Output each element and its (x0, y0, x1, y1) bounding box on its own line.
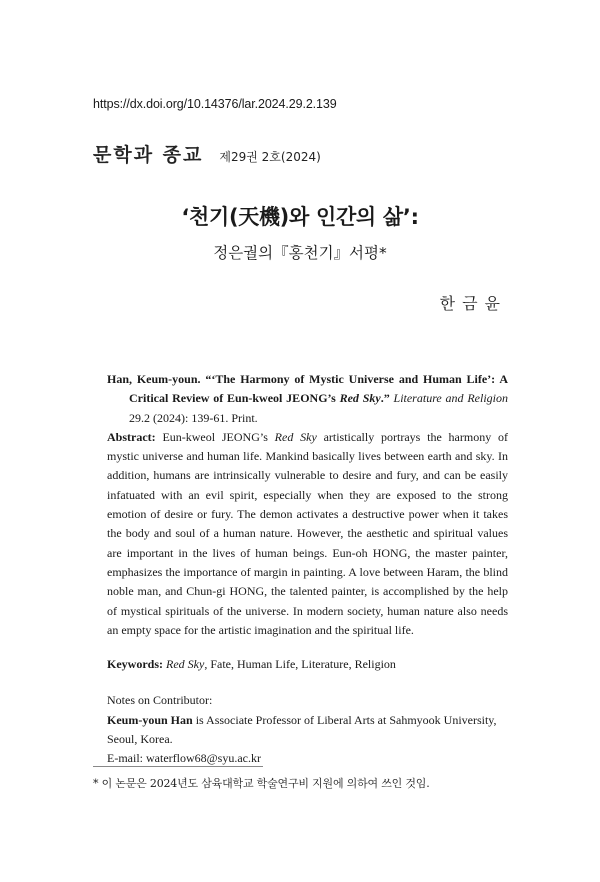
abstract-text-b: artistically portrays the harmony of mystic universe and human life. Mankind basically lives between earth and sky. In addition, humans are intrinsically vulnerable to desire and fury, and can be easily infatuated with an evil spirit, especially when they are exposed to the strong emotion of desire or fury. The demon activates a destructive power when it takes the body and soul of a human nature. However, the aesthetic and spiritual values are important in the lives of human beings. Eun-oh HONG, the master painter, emphasizes the importance of margin in painting. A love between Haram, the blind noble man, and Chun-gi HONG, the talented painter, is accomplished by the help of mystical spirituals of the universe. In modern society, human nature also needs an empty space for the artistic imagination and the spiritual life. (107, 429, 508, 637)
article-subtitle: 정은궐의『홍천기』서평* (213, 244, 387, 262)
footnote: * 이 논문은 2024년도 삼육대학교 학술연구비 지원에 의하여 쓰인 것임. (93, 777, 430, 790)
abstract-italic: Red Sky (274, 429, 317, 444)
keywords-label: Keywords: (107, 657, 163, 672)
journal-logo: 문학과 종교 (93, 144, 204, 166)
contributor-affiliation: is Associate Professor of Liberal Arts at Sahmyook University, Seoul, Korea. (107, 712, 497, 747)
citation-journal: Literature and Religion (393, 391, 509, 406)
contributor-notes (107, 691, 508, 768)
keywords-rest: , Fate, Human Life, Literature, Religion (204, 657, 396, 672)
citation-title-text: “‘The Harmony of Mystic Universe and Human Life’: A Critical Review of Eun-kweol JEONG’s (129, 372, 509, 406)
doi-link[interactable]: https://dx.doi.org/10.14376/lar.2024.29.2.139 (93, 97, 337, 111)
contributor-name: Keum-youn Han (107, 712, 193, 727)
keywords (107, 655, 508, 674)
journal-header (93, 140, 321, 167)
citation-authors: Han, Keum-youn. (107, 372, 201, 386)
contributor-info (107, 711, 508, 750)
contributor-email[interactable]: E-mail: waterflow68@syu.ac.kr (107, 751, 262, 766)
citation-title-italic: Red Sky (339, 391, 381, 406)
citation-title-end: .” (380, 391, 390, 406)
abstract (107, 428, 508, 640)
keyword-italic: Red Sky (166, 657, 205, 672)
article-title: ‘천기(天機)와 인간의 삶’: (181, 205, 419, 229)
notes-heading: Notes on Contributor: (107, 693, 213, 708)
article-author: 한금윤 (439, 294, 507, 313)
citation-details: 29.2 (2024): 139-61. Print. (129, 410, 258, 425)
footnote-divider (93, 766, 263, 767)
article-front-matter (107, 370, 508, 769)
abstract-label: Abstract: (107, 429, 156, 444)
journal-volume: 제29권 2호(2024) (219, 150, 321, 164)
citation (107, 370, 508, 428)
abstract-text-a: Eun-kweol JEONG’s (155, 429, 275, 444)
